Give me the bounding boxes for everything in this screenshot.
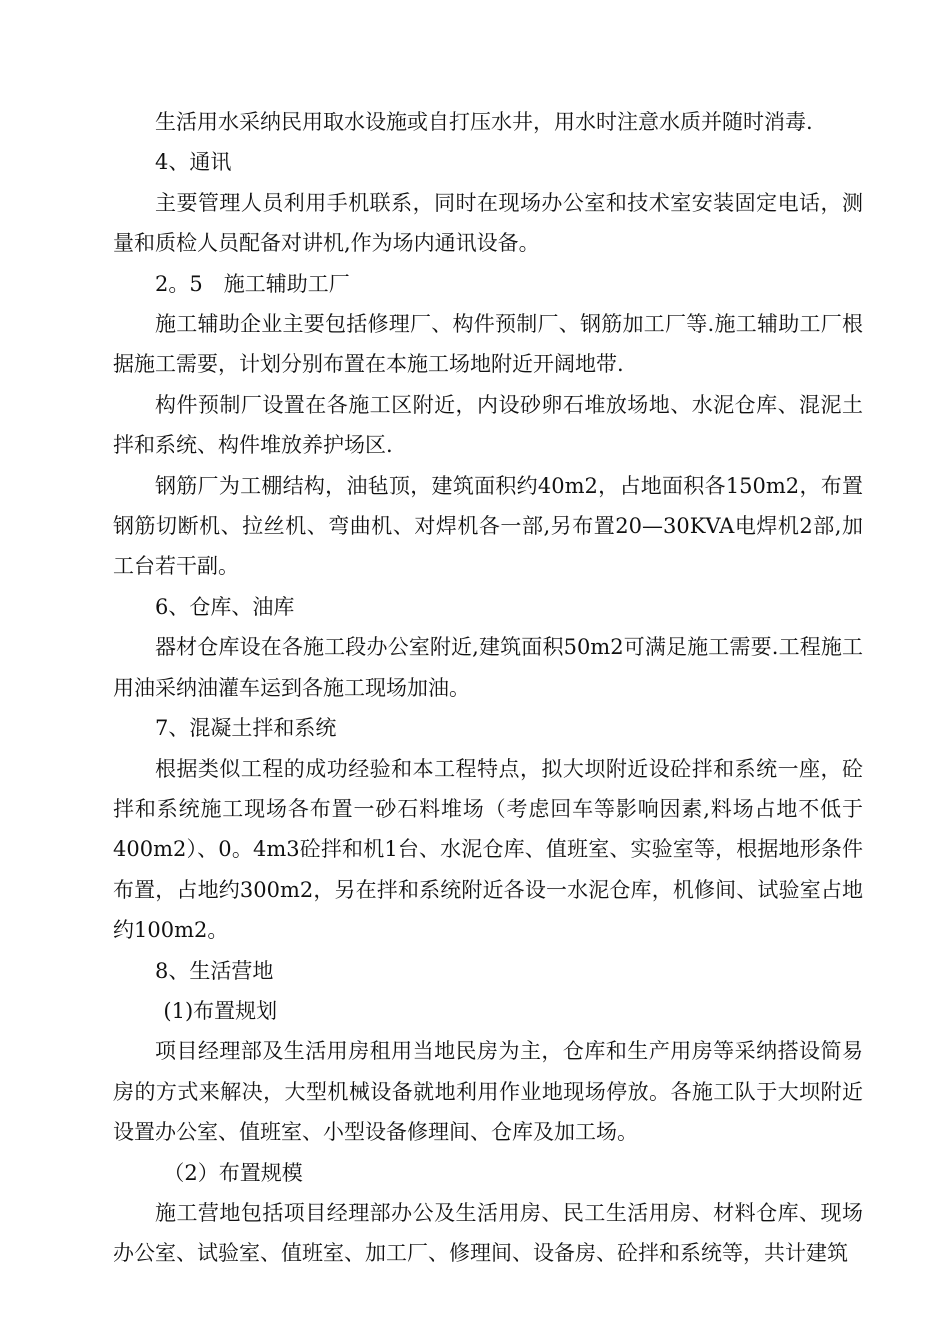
heading-communication: 4、通讯 <box>155 150 232 175</box>
paragraph-auxiliary-factory: 施工辅助企业主要包括修理厂、构件预制厂、钢筋加工厂等.施工辅助工厂根据施工需要，计划分别布置在本施工场地附近开阔地带. <box>113 312 863 377</box>
paragraph-layout-scale: 施工营地包括项目经理部办公及生活用房、民工生活用房、材料仓库、现场办公室、试验室、值班室、加工厂、修理间、设备房、砼拌和系统等，共计建筑 <box>113 1200 863 1266</box>
document-page <box>113 102 863 1274</box>
paragraph-layout-plan: 项目经理部及生活用房租用当地民房为主，仓库和生产用房等采纳搭设简易房的方式来解决，大型机械设备就地利用作业地现场停放。各施工队于大坝附近设置办公室、值班室、小型设备修理间、仓库及加工场。 <box>113 1039 863 1145</box>
paragraph-warehouse: 器材仓库设在各施工段办公室附近,建筑面积50m2可满足施工需要.工程施工用油采纳油灌车运到各施工现场加油。 <box>113 635 863 700</box>
heading-warehouse: 6、仓库、油库 <box>155 594 295 619</box>
paragraph-water-supply: 生活用水采纳民用取水设施或自打压水井，用水时注意水质并随时消毒. <box>155 110 813 134</box>
heading-living-camp: 8、生活营地 <box>155 958 274 983</box>
paragraph-communication: 主要管理人员利用手机联系，同时在现场办公室和技术室安装固定电话，测量和质检人员配备对讲机,作为场内通讯设备。 <box>113 190 863 256</box>
paragraph-rebar-plant: 钢筋厂为工棚结构，油毡顶，建筑面积约40m2，占地面积各150m2，布置钢筋切断机、拉丝机、弯曲机、对焊机各一部,另布置20—30KVA电焊机2部,加工台若干副。 <box>113 473 863 579</box>
heading-concrete-system: 7、混凝土拌和系统 <box>155 716 337 741</box>
heading-auxiliary-factory: 2。5 施工辅助工厂 <box>155 271 350 296</box>
paragraph-precast-plant: 构件预制厂设置在各施工区附近，内设砂卵石堆放场地、水泥仓库、混泥土拌和系统、构件堆放养护场区. <box>113 392 863 458</box>
subheading-layout-plan: (1)布置规划 <box>163 998 278 1023</box>
paragraph-concrete-system: 根据类似工程的成功经验和本工程特点，拟大坝附近设砼拌和系统一座，砼拌和系统施工现场各布置一砂石料堆场（考虑回车等影响因素,料场占地不低于400m2）、0。4m3砼拌和机1台、水泥仓库、值班室、实验室等，根据地形条件布置，占地约300m2，另在拌和系统附近各设一水泥仓库，机修间、试验室占地约100m2。 <box>113 756 863 943</box>
subheading-layout-scale: （2）布置规模 <box>163 1160 303 1185</box>
